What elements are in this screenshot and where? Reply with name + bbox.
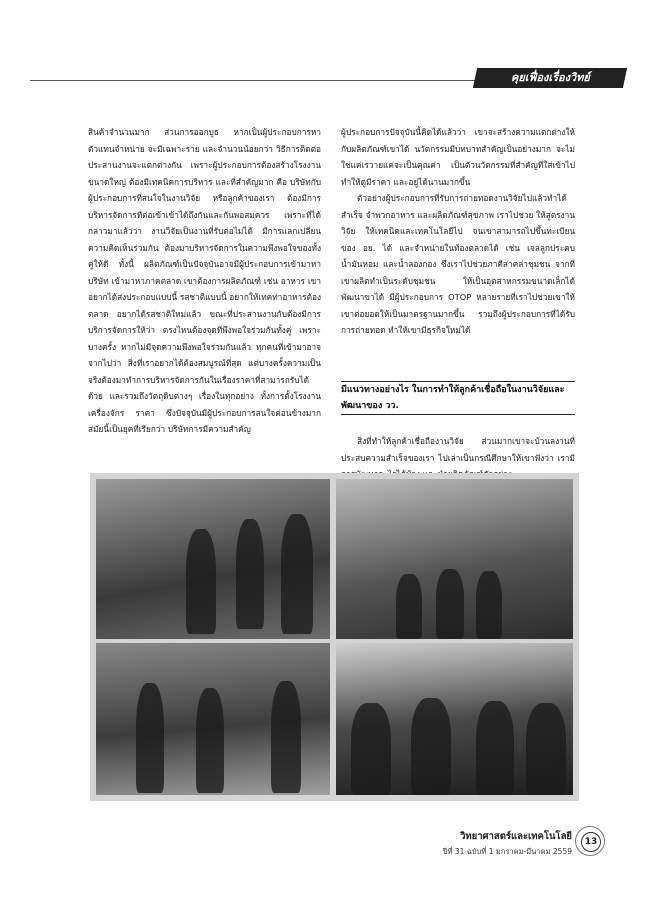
person-figure [526, 703, 566, 795]
section-tab [473, 68, 627, 88]
person-figure [396, 574, 422, 639]
person-figure [411, 698, 451, 795]
photo-officials-visit [336, 479, 573, 639]
person-figure [476, 571, 502, 639]
person-figure [476, 701, 514, 795]
right-text-column-top [341, 124, 575, 339]
section-tab-label: คุยเฟื่องเรื่องวิทย์ [510, 71, 590, 84]
person-figure [281, 514, 313, 634]
page-number-badge [575, 826, 605, 856]
person-figure [136, 683, 164, 793]
person-figure [271, 681, 301, 793]
photo-group-portrait [336, 643, 573, 795]
right-paragraph-3: สิ่งที่ทำให้ลูกค้าเชื่อถืองานวิจัย ส่วนมากเขาจะบ้วนลงานที่ประสบความสำเร็จของเรา ไปเล่าเป็นกรณีศึกษาให้เขาฟังว่า เรามี [341, 436, 575, 463]
left-paragraph: สินค้าจำนวนมาก ส่วนการออกบูธ หากเป็นผู้ประกอบการหาตัวแทนจำหน่าย จะมีเฉพาะราย และจำนวนน้อยกว่า วิธีการติดต่อประสานงานจะแตกต่างกัน เพราะผู้ประกอบการต้องสร้างโรงงานขนาดใหญ่ ต้องมีเทคนิคการบริหาร และที่สำคัญมาก คือ บริษัทกับผู้ประกอบการที่สนใจในงานวิจัย หรือลูกค้าของเรา ต้องมีการบริหารจัดการที่ต่อเข้าเข้าได้ถึงกันและกันพอสมควร เพราะที่ได้กล่าวมาแล้วว่า งานวิจัยเป็นงานที่รับต่อไม่ได้ มีการแลกเปลี่ยนความคิดเห็นร่วมกัน ต้องมาบริหารจัดการในความพึงพอใจของทั้งคู่ให้ดี ทั้งนี้ ผลิตภัณฑ์เป็นปัจจุบันอาจมีผู้ประกอบการเข้ามาหาบริษัท เข้ามาหาภาคตลาด เขาต้องการผลิตภัณฑ์ เช่น อาหาร เขาอยากได้ส่งประกอบแบบนี้ รสชาติแบบนี้ อยากให้เทคท่าอาหารต้องตลาด อยากได้รสชาติใหม่แล้ว ขณะที่ประสานงานกับต้องมีการบริการจัดการให้ว่า ตรงไหนต้องจุดที่พึงพอใจร่วมกันทั้งคู่ เพราะบางครั้ง หากไม่มีจุดความพึงพอใจร่วมกันแล้ว ทุกคนที่เข้ามาอาจจากไปว่า สิ่งที่เราอยากได้ต้องสมบูรณ์ที่สุด แต่บางครั้งความเป็นจริงต้องมาทำการบริหารจัดการกันในเรื่องราคาที่สามารถรับได้ด้วย และรวมถึงวัตถุดิบต่างๆ เรื่องในทุกอย่าง ทั้งการตั้งโรงงาน เครื่องจักร ราคา ซึ่งปัจจุบันมีผู้ประกอบการสนใจค่อนข้างมาก สมัยนี้เป็นยุคที่เรียกว่า บริษัทการมีความสำคัญ [88, 127, 321, 434]
page-number: 13 [581, 832, 601, 852]
left-text-column [88, 124, 321, 438]
person-figure [196, 688, 224, 793]
person-figure [351, 703, 391, 795]
person-figure [436, 569, 464, 639]
magazine-title: วิทยาศาสตร์และเทคโนโลยี [460, 831, 572, 842]
interview-question: มีแนวทางอย่างไร ในการทำให้ลูกค้าเชื่อถือในงานวิจัยและพัฒนาของ วว. [341, 381, 575, 415]
right-paragraph-2: ตัวอย่างผู้ประกอบการที่รับการถ่ายทอดงานวิจัยไปแล้วทำได้สำเร็จ จำพวกอาหาร และผลิตภัณฑ์สุขภาพ เราไปช่วย ให้สูตรงานวิจัย ให้เทคนิคและเทคโนโลยีไป จนเขาสามารถไปขึ้นทะเบียนของ อย. ได้ และจำหน่ายในท้องตลาดได้ เช่น เจลลูกประคบ น้ำมันหอม และน้ำลองกอง ซึ่งเราไปช่วยภาคีสาคล่าชุมชน จากที่เขาผลิตทำเป็นระดับชุมชน ให้เป็นอุตสาหกรรมขนาดเล็กได้ พัฒนาขาได้ มีผู้ประกอบการ OTOP หลายรายที่เราไปช่วยเขาให้เขาต่อยอดให้เป็นมาตรฐานมากขึ้น รวมถึงผู้ประกอบการที่ได้รับการถ่ายทอด ทำให้เขามีธุรกิจใหม่ได้ [341, 193, 575, 335]
photo-product-demo [96, 643, 330, 795]
person-figure [236, 519, 264, 629]
person-figure [186, 529, 216, 634]
right-paragraph-1: ผู้ประกอบการปัจจุบันนี้คิดได้แล้วว่า เขาจะสร้างความแตกต่างให้กับผลิตภัณฑ์เขาได้ นวัตกรรมมีบทบาทสำคัญเป็นอย่างมาก จะไม่ใช่แค่เรวายแค่จะเป็นคุณค่า เป็นตัวนวัตกรรมที่สำคัญที่ใส่เข้าไป ทำให้ดูมีราคา และอยู่ได้นานมากขึ้น [341, 127, 575, 187]
photo-exhibition-booth [96, 479, 330, 639]
photo-collage [90, 473, 579, 801]
issue-line: ปีที่ 31 ฉบับที่ 1 มกราคม-มีนาคม 2559 [442, 847, 572, 856]
